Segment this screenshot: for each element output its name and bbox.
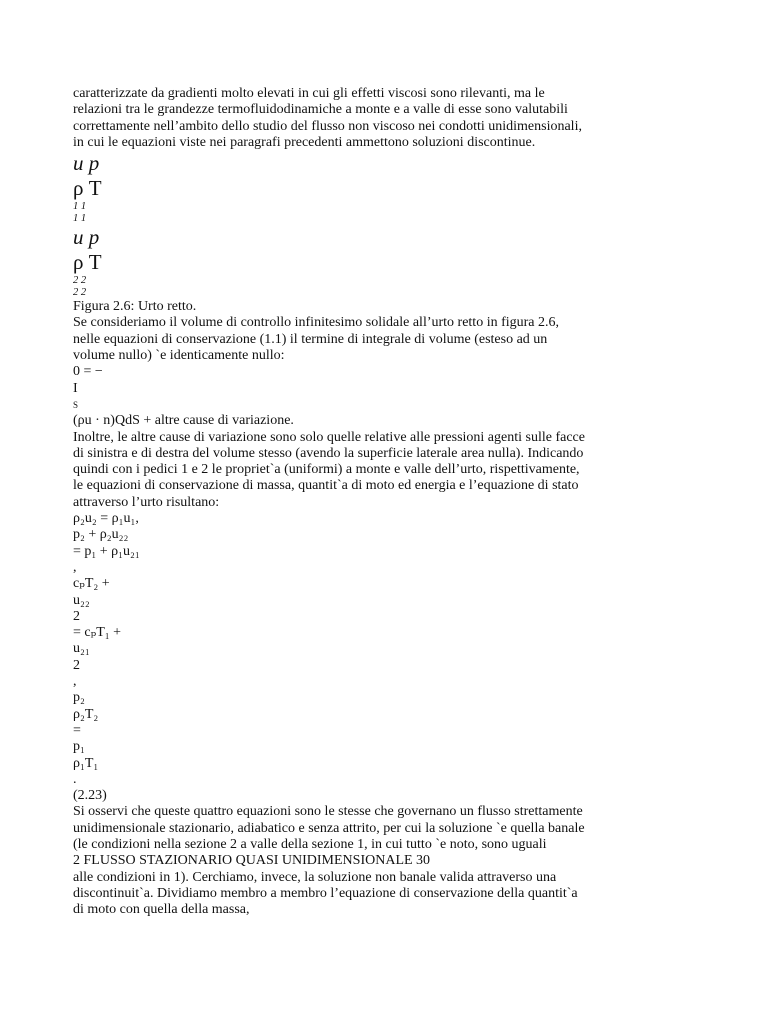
figure-subscript-1a: 1 1 [73, 201, 87, 213]
text-line: di moto con quella della massa, [73, 902, 250, 918]
integral-equation [73, 364, 693, 429]
text-line: di sinistra e di destra del volume stesso (avendo la superficie laterale area nulla). Indicando [73, 445, 584, 461]
equation-number: (2.23) [73, 788, 107, 804]
text-line: discontinuit`a. Dividiamo membro a membro l’equazione di conservazione della quantit`a [73, 885, 578, 901]
figure-subscript-2a: 2 2 [73, 275, 87, 287]
text-line: Si osservi che queste quattro equazioni sono le stesse che governano un flusso strettamente [73, 804, 583, 820]
equation-energy-rhs: = cₚT₁ + [73, 625, 122, 641]
equation-state-equals: = [73, 722, 81, 738]
equation-separator: , [73, 674, 77, 690]
paragraph-continuation [73, 870, 693, 919]
figure-subscript-1b: 1 1 [73, 213, 87, 225]
text-line: in cui le equazioni viste nei paragrafi precedenti ammettono soluzioni discontinue. [73, 134, 536, 150]
text-line: (le condizioni nella sezione 2 a valle della sezione 1, in cui tutto `e noto, sono uguali [73, 836, 547, 852]
equation-energy-num: u₂₁ [73, 641, 90, 657]
equation-state-num: p₁ [73, 739, 85, 755]
equation-energy-lhs: cₚT₂ + [73, 576, 110, 592]
figure-label-velocity-pressure-1: u p [73, 151, 100, 176]
equation-momentum-lhs: p₂ + ρ₂u₂₂ [73, 527, 129, 543]
equation-state-num: p₂ [73, 690, 85, 706]
equation-mass: ρ₂u₂ = ρ₁u₁, [73, 511, 139, 527]
text-line: caratterizzate da gradienti molto elevati in cui gli effetti viscosi sono rilevanti, ma le [73, 86, 545, 101]
equation-terminator: . [73, 771, 77, 787]
figure-label-velocity-pressure-2: u p [73, 225, 100, 250]
paragraph-control-volume [73, 315, 693, 364]
integral-sign: I [73, 380, 78, 396]
text-line: volume nullo) `e identicamente nullo: [73, 348, 285, 364]
equation-state-den: ρ₁T₁ [73, 755, 99, 771]
integral-surface-subscript: S [73, 399, 79, 410]
equation-separator: , [73, 559, 77, 575]
shock-equations [73, 511, 693, 804]
equation-energy-num: u₂₂ [73, 592, 90, 608]
figure-subscript-2b: 2 2 [73, 287, 87, 299]
equation-momentum-rhs: = p₁ + ρ₁u₂₁ [73, 543, 140, 559]
text-line: attraverso l’urto risultano: [73, 494, 220, 510]
intro-paragraph [73, 86, 693, 151]
text-line: quindi con i pedici 1 e 2 le propriet`a (uniformi) a monte e valle dell’urto, rispettivamente, [73, 462, 580, 478]
running-header: 2 FLUSSO STAZIONARIO QUASI UNIDIMENSIONALE 30 [73, 853, 431, 869]
text-line: correttamente nell’ambito dello studio del flusso non viscoso nei condotti unidimensionali, [73, 118, 582, 134]
text-line: relazioni tra le grandezze termofluidodinamiche a monte e a valle di esse sono valutabili [73, 102, 568, 118]
figure-caption: Figura 2.6: Urto retto. [73, 299, 197, 315]
text-line: alle condizioni in 1). Cerchiamo, invece, la soluzione non banale valida attraverso una [73, 869, 557, 885]
paragraph-pressures [73, 430, 693, 511]
text-line: le equazioni di conservazione di massa, quantit`a di moto ed energia e l’equazione di stato [73, 478, 579, 494]
equation-integrand: (ρu · n)QdS + altre cause di variazione. [73, 413, 294, 429]
figure-label-density-temperature-1: ρ T [73, 176, 102, 201]
figure-label-density-temperature-2: ρ T [73, 250, 102, 275]
shock-figure [73, 151, 693, 315]
equation-energy-den: 2 [73, 657, 80, 673]
text-line: unidimensionale stazionario, adiabatico e senza attrito, per cui la soluzione `e quella banale [73, 820, 585, 836]
text-line: Inoltre, le altre cause di variazione sono solo quelle relative alle pressioni agenti sulle facce [73, 429, 585, 445]
text-line: nelle equazioni di conservazione (1.1) il termine di integrale di volume (esteso ad un [73, 331, 548, 347]
equation-lhs: 0 = − [73, 364, 103, 380]
text-line: Se consideriamo il volume di controllo infinitesimo solidale all’urto retto in figura 2.6, [73, 315, 560, 331]
equation-state-den: ρ₂T₂ [73, 706, 99, 722]
page-content [73, 86, 693, 918]
paragraph-observation [73, 804, 693, 853]
equation-energy-den: 2 [73, 608, 80, 624]
